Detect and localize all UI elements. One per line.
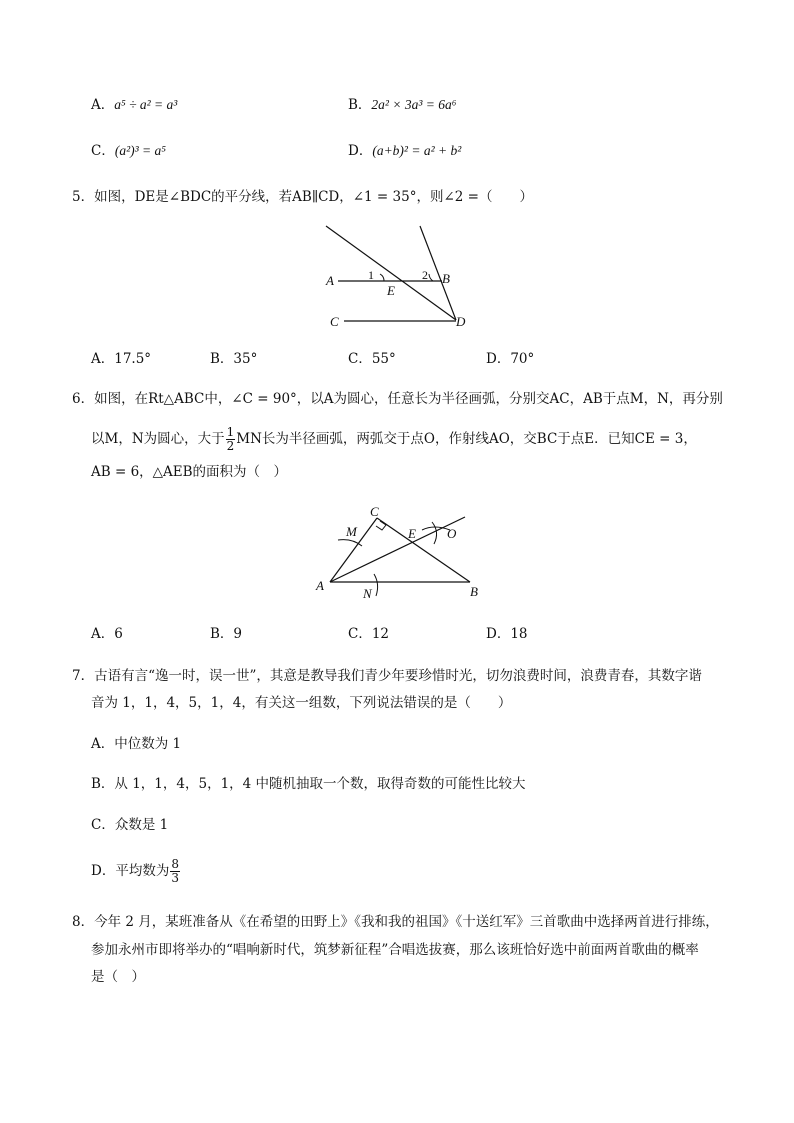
q7-option-a: A．中位数为 1 [91, 736, 182, 752]
q5-option-b: B．35° [210, 351, 258, 367]
q6-option-c: C．12 [348, 626, 390, 642]
angle-1-arc [380, 274, 384, 281]
q6-option-b: B．9 [210, 626, 243, 642]
point-d-label: D [456, 314, 466, 329]
q4-option-b: B．2a² × 3a³ = 6a⁶ [348, 97, 457, 113]
q8-stem-line1: 8．今年 2 月，某班准备从《在希望的田野上》《我和我的祖国》《十送红军》三首歌曲中选择两首进行排练， [72, 914, 719, 930]
point-n-label: N [363, 586, 372, 601]
q7-option-b: B．从 1，1，4，5，1，4 中随机抽取一个数，取得奇数的可能性比较大 [91, 776, 526, 792]
q7-stem-line2: 音为 1，1，4，5，1，4，有关这一组数，下列说法错误的是（ ） [91, 695, 512, 711]
q5-option-c: C．55° [348, 351, 396, 367]
fraction-one-half: $\frac{1}{2}$ [226, 425, 235, 453]
line-through-d-upper-left [326, 226, 456, 320]
point-e-label: E [408, 526, 416, 541]
point-b-label: B [470, 584, 478, 599]
q6-stem-line1: 6．如图，在Rt△ABC中，∠C = 90°，以A为圆心，任意长为半径画弧，分别交AC，AB于点M，N，再分别 [72, 391, 723, 407]
q8-stem-line3: 是（ ） [91, 969, 145, 985]
q4-option-a: A．a⁵ ÷ a² = a³ [91, 97, 178, 113]
q7-option-c: C．众数是 1 [91, 817, 169, 833]
q6-option-d: D．18 [486, 626, 528, 642]
q5-option-d: D．70° [486, 351, 535, 367]
q6-stem-line3: AB = 6，△AEB的面积为（ ） [91, 464, 288, 480]
q5-stem: 5．如图，DE是∠BDC的平分线，若AB∥CD，∠1 = 35°，则∠2 =（ ） [72, 189, 533, 205]
q6-figure [310, 500, 490, 604]
fraction-eight-thirds: $\frac{8}{3}$ [171, 857, 179, 885]
angle-2-arc [429, 274, 433, 281]
point-e-label: E [387, 283, 395, 298]
point-a-label: A [326, 273, 334, 288]
point-c-label: C [330, 314, 339, 329]
q7-option-d: D．平均数为 $\frac{8}{3}$ [91, 857, 179, 885]
q6-stem-line2: 以M，N为圆心，大于 $\frac{1}{2}$ MN长为半径画弧，两弧交于点O，作射线AO，交BC于点E．已知CE = 3， [91, 425, 697, 453]
point-m-label: M [346, 524, 357, 539]
q4-option-c: C．(a²)³ = a⁵ [91, 143, 166, 159]
q5-figure [318, 222, 478, 334]
q7-stem-line1: 7．古语有言“逸一时，误一世”，其意是教导我们青少年要珍惜时光，切勿浪费时间，浪费青春，其数字谐 [72, 668, 702, 684]
q4-option-d: D．(a+b)² = a² + b² [348, 143, 462, 159]
angle-1-label: 1 [368, 268, 374, 282]
q6-option-a: A．6 [91, 626, 123, 642]
right-angle-mark [376, 521, 386, 530]
q8-stem-line2: 参加永州市即将举办的“唱响新时代，筑梦新征程”合唱选拔赛，那么该班恰好选中前面两首歌曲的概率 [91, 942, 699, 958]
point-c-label: C [370, 504, 379, 519]
point-b-label: B [442, 271, 450, 286]
point-o-label: O [447, 526, 457, 541]
arc-n [374, 574, 378, 596]
q5-option-a: A．17.5° [91, 351, 152, 367]
point-a-label: A [316, 578, 324, 593]
angle-2-label: 2 [422, 268, 428, 282]
